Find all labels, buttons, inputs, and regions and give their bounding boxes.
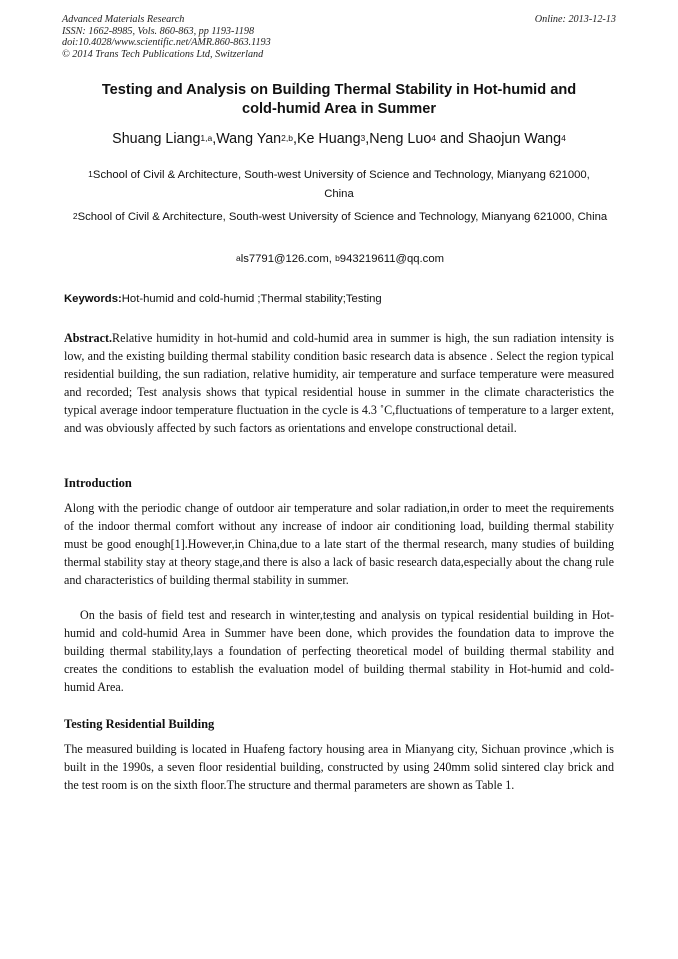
journal-name: Advanced Materials Research xyxy=(62,14,185,25)
keywords xyxy=(64,291,614,307)
author-2: Wang Yan$^{2,b}$, xyxy=(216,131,297,147)
author-4: Neng Luo$^4$ and xyxy=(369,131,468,147)
testing-paragraph-1: The measured building is located in Huafeng factory housing area in Mianyang city, Sichuan province ,which is built in the 1990s, a seven floor residential building, constructed by using 240mm solid sintered clay brick and the test room is on the sixth floor.The structure and thermal parameters are shown as Table 1. xyxy=(64,742,614,792)
paper-title xyxy=(70,81,608,119)
author-5: Shaojun Wang$^4$ xyxy=(467,131,566,147)
title-line-2: cold-humid Area in Summer xyxy=(241,101,437,117)
section-heading-introduction: Introduction xyxy=(64,476,132,490)
copyright-line: © 2014 Trans Tech Publications Ltd, Switzerland xyxy=(62,48,264,60)
author-list xyxy=(40,130,638,148)
introduction-paragraph-1: Along with the periodic change of outdoor air temperature and solar radiation,in order to meet the requirements of the indoor thermal comfort without any increase of indoor air conditioning load, building thermal stability must be good enough[1].However,in China,due to a late start of the thermal research, many studies of building thermal stability stay at theory stage,and there is also a lack of basic research data,especially about the chang rule and characteristics of building thermal stability in summer. xyxy=(64,501,614,587)
author-emails: $^a$ls7791@126.com, $^b$943219611@qq.com xyxy=(235,253,445,265)
section-heading-testing: Testing Residential Building xyxy=(64,717,215,731)
email-link-b[interactable]: 943219611@qq.com xyxy=(339,253,445,265)
affiliation-2: $^2$School of Civil & Architecture, South-west University of Science and Technology, Mianyang 621000, China xyxy=(72,211,608,223)
introduction-paragraph-2: On the basis of field test and research in winter,testing and analysis on typical residential building in Hot-humid and cold-humid Area in Summer have been done, which provides the foundation data to improve the building thermal stability,lays a foundation of perfecting theoretical model of building thermal stability and creates the conditions to establish the evaluation model of building thermal stability in Hot-humid and cold-humid Area. xyxy=(64,608,614,694)
keywords-text: Hot-humid and cold-humid ;Thermal stability;Testing xyxy=(121,293,382,305)
author-1: Shuang Liang$^{1,a}$, xyxy=(112,131,217,147)
doi-line: doi:10.4028/www.scientific.net/AMR.860-863.1193 xyxy=(62,37,271,49)
keywords-label: Keywords: xyxy=(64,293,122,305)
journal-header xyxy=(62,14,622,60)
author-3: Ke Huang$^3$, xyxy=(296,131,370,147)
abstract-text: Relative humidity in hot-humid and cold-humid area in summer is high, the sun radiation intensity is low, and the existing building thermal stability condition basic research data is absence . Select the region typical residential building, the sun radiation, relative humidity, air temperature and surface temperature were measured and recorded; Test analysis shows that typical residential house in summer in the climate characteristics the typical average indoor temperature fluctuation in the cycle is 4.3 ˚C,fluctuations of temperature to a larger extent, and was obviously affected by such factors as orientations and envelope constructional detail. xyxy=(64,331,614,435)
abstract xyxy=(64,329,614,437)
affiliation-1: $^1$School of Civil & Architecture, South-west University of Science and Technology, Mianyang 621000, China xyxy=(88,169,590,200)
abstract-label: Abstract. xyxy=(64,331,113,345)
online-date: Online: 2013-12-13 xyxy=(534,14,616,25)
email-link-a[interactable]: ls7791@126.com, xyxy=(240,253,336,265)
issn-line: ISSN: 1662-8985, Vols. 860-863, pp 1193-1198 xyxy=(62,25,255,37)
title-line-1: Testing and Analysis on Building Thermal Stability in Hot-humid and xyxy=(101,82,577,98)
